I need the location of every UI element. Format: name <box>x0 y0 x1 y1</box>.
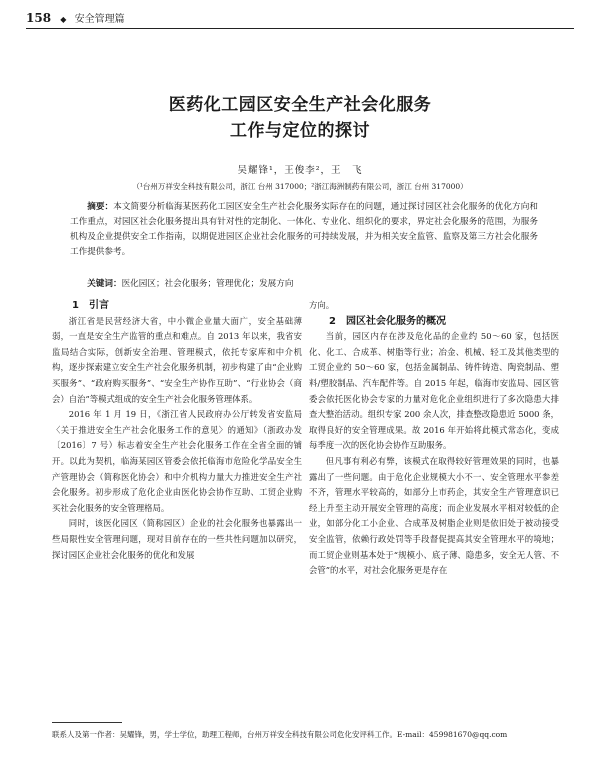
paragraph: 同时，该医化园区（简称园区）企业的社会化服务也暴露出一些局限性安全管理问题，现对目前存在的一些共性问题加以研究，探讨园区企业社会化服务的优化和发展 <box>52 518 302 560</box>
page-number: 158 <box>26 11 52 25</box>
abstract-label: 摘要： <box>87 202 114 212</box>
authors: 吴耀锋¹，王俊李²，王 飞 <box>237 165 363 176</box>
paragraph: 浙江省是民营经济大省，中小微企业量大面广，安全基础薄弱，一直是安全生产监管的重点和难点。自 2013 年以来，我省安监局结合实际，创新安全治理、管理模式，依托专家库和中介机构，逐步探索建立安全生产社会化服务机制，初步构建了由“企业购买服务”、“政府购买服务”、“安全生产协作互助”、“行业协会（商会）自治”等模式组成的安全生产社会化服务管理体系。 <box>52 315 302 404</box>
paper-title-line1: 医药化工园区安全生产社会化服务 <box>168 95 432 115</box>
paragraph: 但凡事有利必有弊，该模式在取得较好管理效果的同时，也暴露出了一些问题。由于危化企业规模大小不一、安全管理水平参差不齐，管理水平较高的，如部分上市药企，其安全生产管理意识已经上升至主动开展安全管理的高度；而企业发展水平相对较低的企业，如部分化工小企业、合成革及树脂企业则是依旧处于被动接受安全监管，依赖行政处罚等手段督促提高其安全管理水平的境地；而工贸企业则基本处于“规模小、底子薄、隐患多，安全无人管、不会管”的水平，对社会化服务更是存在 <box>309 455 559 576</box>
abstract <box>70 200 538 260</box>
keywords <box>70 277 538 292</box>
affiliations: （¹台州万祥安全科技有限公司，浙江 台州 317000；²浙江海洲制药有限公司，浙江 台州 317000） <box>132 182 468 191</box>
keywords-text: 医化园区；社会化服务；管理优化；发展方向 <box>121 279 294 289</box>
footnote-divider <box>52 722 122 723</box>
paper-title-line2: 工作与定位的探讨 <box>230 121 370 141</box>
keywords-label: 关键词： <box>87 279 122 289</box>
footnote: 联系人及第一作者：吴耀锋，男，学士学位，助理工程师，台州万祥安全科技有限公司危化安评科工作。E-mail：459981670@qq.com <box>52 730 508 739</box>
paragraph: 方向。 <box>309 300 335 310</box>
running-header <box>26 10 574 29</box>
paragraph: 2016 年 1 月 19 日，《浙江省人民政府办公厅转发省安监局〈关于推进安全生产社会化服务工作的意见〉的通知》（浙政办发〔2016〕7 号）标志着安全生产社会化服务工作在全省全面的铺开。以此为契机，临海某园区管委会依托临海市危险化学品安全生产管理协会（简称医化协会）和中介机构力量大力推进安全生产社会化服务。初步形成了危化企业由医化协会协作互助、工贸企业购买社会化服务的安全管理格局。 <box>52 409 302 513</box>
section-heading-intro: 1 引言 <box>72 300 109 311</box>
journal-section: 安全管理篇 <box>74 14 125 25</box>
left-column <box>52 298 302 563</box>
paragraph: 当前，园区内存在涉及危化品的企业约 50～60 家，包括医化、化工、合成革、树脂等行业；冶金、机械、轻工及其他类型的工贸企业约 50～60 家，包括金属制品、铸件铸造、陶瓷制品、塑料/塑胶制品、汽车配件等。自 2015 年起，临海市安监局、园区管委会依托医化协会专家的力量对危化企业组织进行了多次隐患大排查大整治活动。组织专家 200 余人次，排查整改隐患近 5000 条，取得良好的安全管理成果。故 2016 年开始将此模式常态化，变成每季度一次的医化协会协作互助服务。 <box>309 331 559 451</box>
abstract-text: 本文简要分析临海某医药化工园区安全生产社会化服务实际存在的问题，通过探讨园区社会化服务的优化方向和工作重点，对园区社会化服务提出具有针对性的定制化、一体化、专业化、组织化的要求，界定社会化服务的范围，为服务机构及企业提供安全工作指南，以期促进园区企业社会化服务的可持续发展，并为相关安全监管、监察及第三方社会化服务工作提供参考。 <box>70 202 538 257</box>
right-column <box>309 298 559 579</box>
section-heading-overview: 2 园区社会化服务的概况 <box>329 315 446 327</box>
diamond-icon: ◆ <box>60 15 67 24</box>
